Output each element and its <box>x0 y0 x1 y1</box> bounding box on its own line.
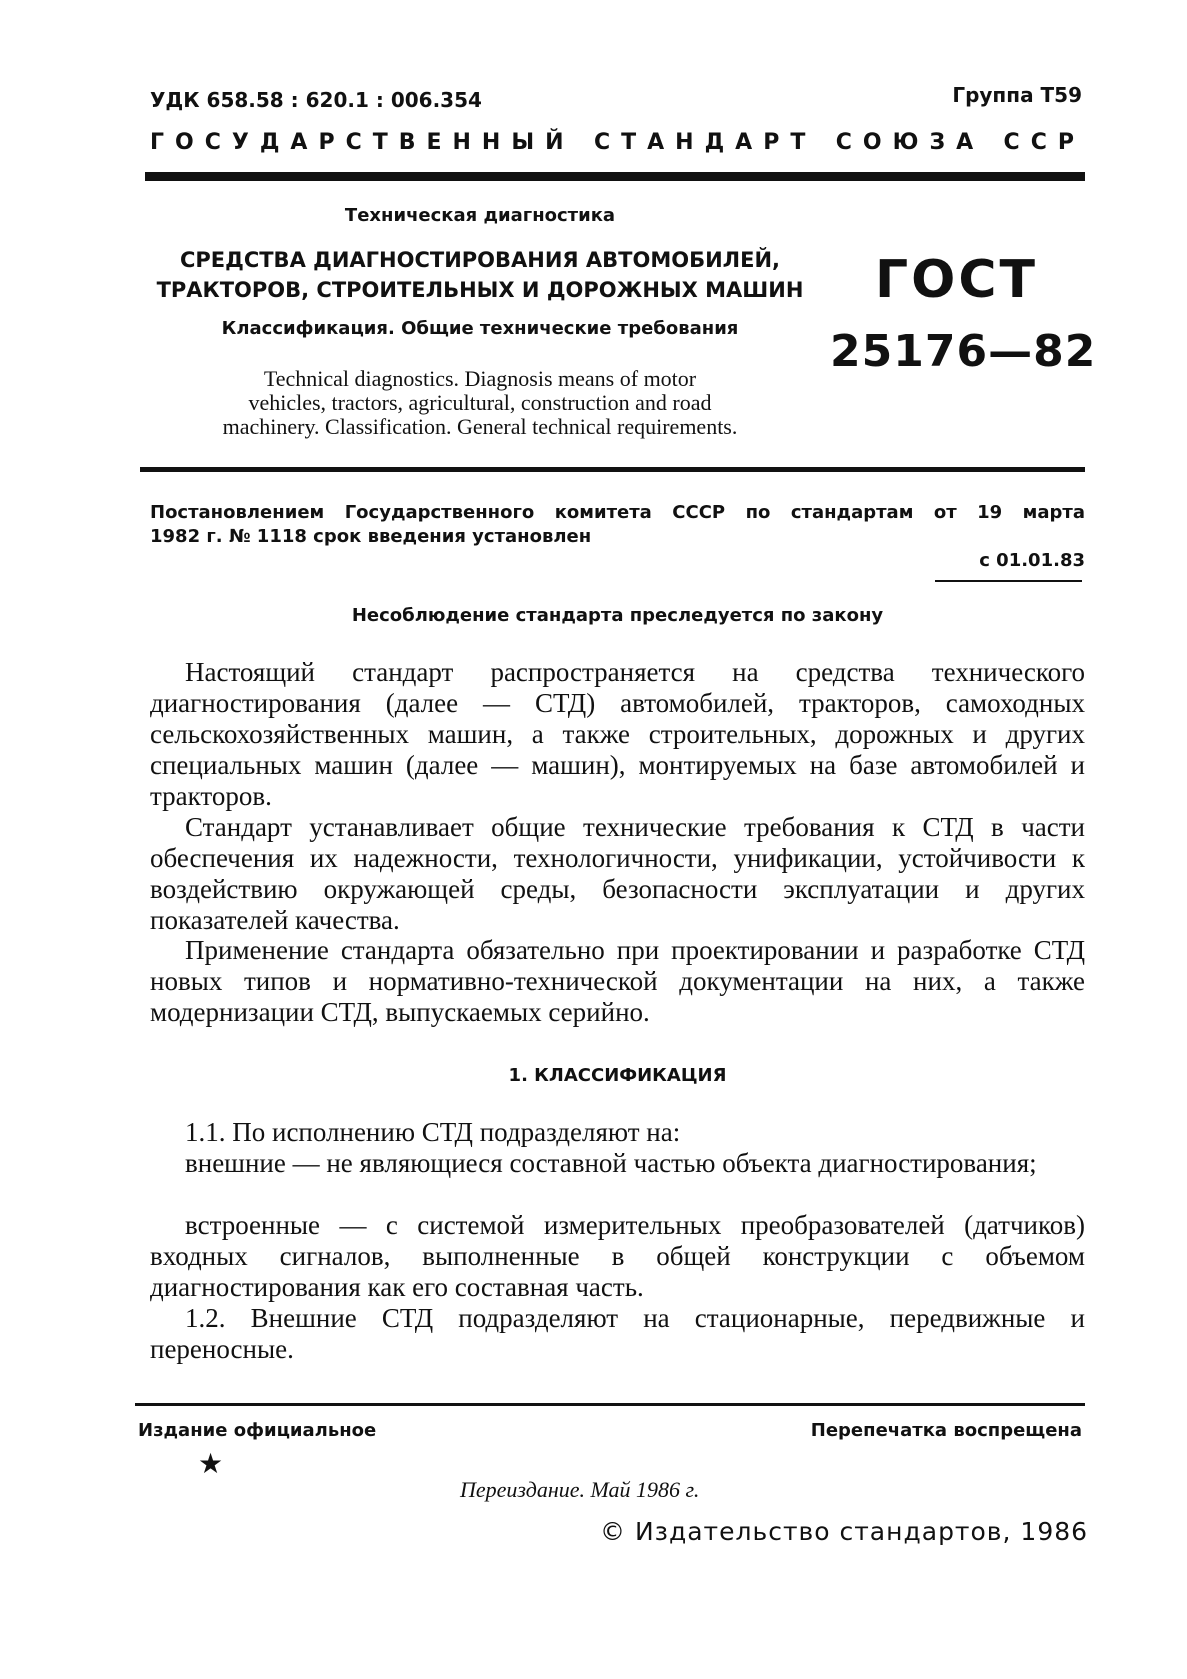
gost-number: 25176—82 <box>830 326 1097 377</box>
topic-heading: Техническая диагностика <box>344 205 616 226</box>
legal-warning: Несоблюдение стандарта преследуется по закону <box>351 605 884 626</box>
official-edition: Издание официальное <box>138 1420 377 1441</box>
banner-word: ГОСУДАРСТВЕННЫЙ <box>150 130 575 155</box>
clause-1-1: 1.1. По исполнению СТД подразделяют на: <box>185 1117 681 1147</box>
group-code: Группа Т59 <box>952 83 1082 107</box>
english-title-line: Technical diagnostics. Diagnosis means of motor <box>263 366 697 391</box>
decree-line: Постановлением Государственного комитета СССР по стандартам от 19 марта <box>150 502 1085 523</box>
standard-banner <box>150 130 1085 155</box>
section-heading: 1. КЛАССИФИКАЦИЯ <box>508 1065 727 1086</box>
star-icon: ★ <box>198 1449 224 1480</box>
gost-label: ГОСТ <box>875 250 1038 310</box>
middle-divider <box>140 467 1085 472</box>
english-title-line: vehicles, tractors, agricultural, construction and road <box>248 390 712 415</box>
clause-1-1-external: внешние — не являющиеся составной частью объекта диагностирования; <box>185 1148 1037 1178</box>
effective-date-underline <box>935 580 1082 582</box>
document-subtitle: Классификация. Общие технические требования <box>221 318 739 339</box>
copyright-notice: © Издательство стандартов, 1986 <box>600 1517 1089 1546</box>
reprint-prohibited: Перепечатка воспрещена <box>810 1420 1082 1441</box>
clause-1-1-built-in: встроенные — с системой измерительных преобразователей (датчиков) входных сигналов, выполненные в общей конструкции с объемом диагностирования как его составная часть. <box>150 1210 1085 1302</box>
top-divider <box>145 172 1085 181</box>
effective-date: с 01.01.83 <box>979 550 1085 571</box>
banner-word: СТАНДАРТ <box>594 130 817 155</box>
title-line: ТРАКТОРОВ, СТРОИТЕЛЬНЫХ И ДОРОЖНЫХ МАШИН <box>156 278 804 302</box>
banner-word: ССР <box>1003 130 1085 155</box>
clause-1-2: 1.2. Внешние СТД подразделяют на стационарные, передвижные и переносные. <box>150 1303 1085 1364</box>
reissue-note: Переиздание. Май 1986 г. <box>460 1477 700 1502</box>
title-line: СРЕДСТВА ДИАГНОСТИРОВАНИЯ АВТОМОБИЛЕЙ, <box>179 248 781 272</box>
document-title <box>150 245 810 305</box>
body-paragraph: Настоящий стандарт распространяется на средства технического диагностирования (далее — СТД) автомобилей, тракторов, самоходных сельскохозяйственных машин, а также строительных, дорожных и других специальных машин (далее — машин), монтируемых на базе автомобилей и тракторов. <box>150 657 1085 811</box>
decree-line: 1982 г. № 1118 срок введения установлен <box>150 526 592 547</box>
bottom-divider <box>135 1403 1085 1406</box>
english-title <box>140 367 820 439</box>
english-title-line: machinery. Classification. General technical requirements. <box>222 414 738 439</box>
body-paragraph: Применение стандарта обязательно при проектировании и разработке СТД новых типов и нормативно-технической документации на них, а также модернизации СТД, выпускаемых серийно. <box>150 935 1085 1027</box>
banner-word: СОЮЗА <box>835 130 985 155</box>
udk-code: УДК 658.58 : 620.1 : 006.354 <box>150 88 482 112</box>
body-paragraph: Стандарт устанавливает общие технические требования к СТД в части обеспечения их надежности, технологичности, унификации, устойчивости к воздействию окружающей среды, безопасности эксплуатации и других показателей качества. <box>150 812 1085 935</box>
